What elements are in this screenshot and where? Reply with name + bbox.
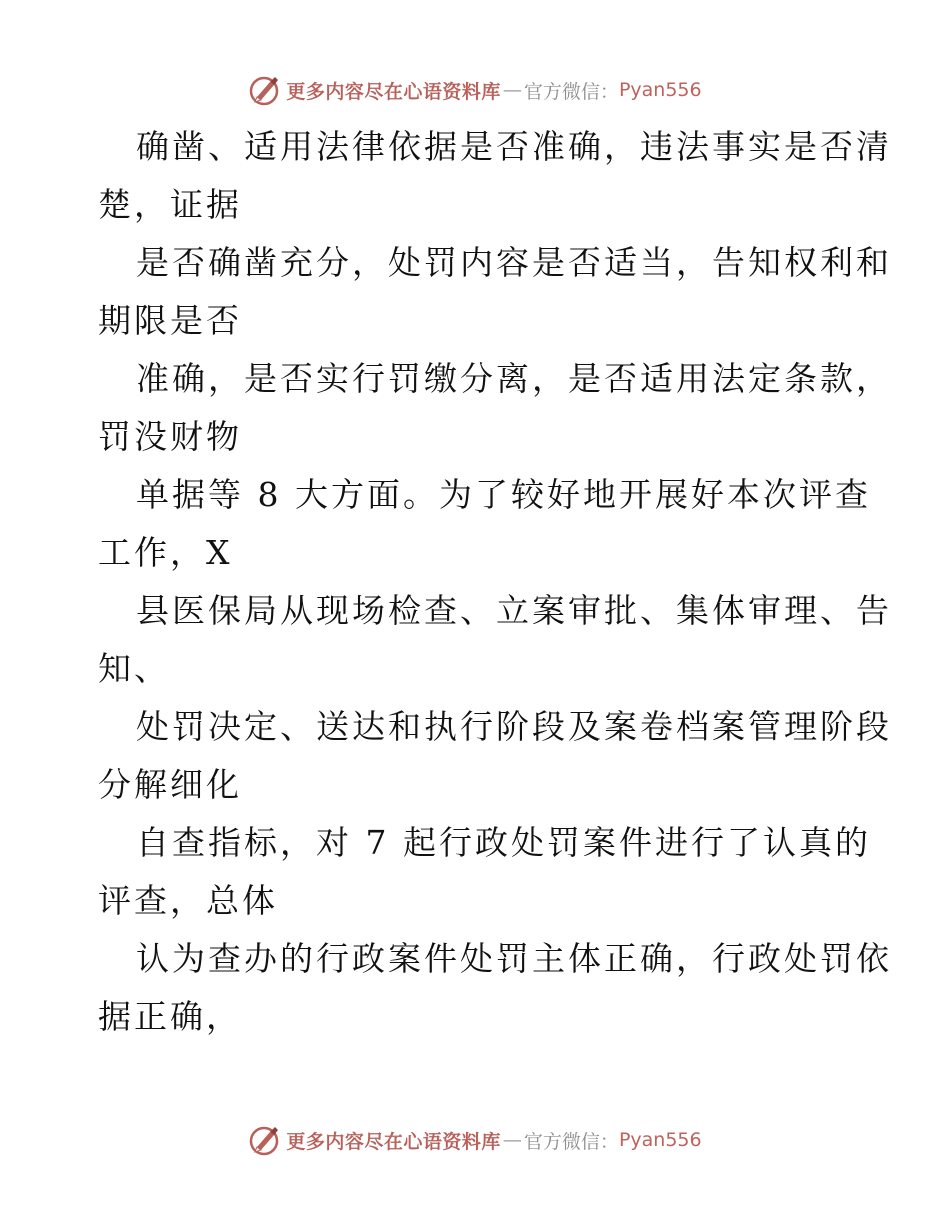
text-line: 认为查办的行政案件处罚主体正确，行政处罚依 [136,939,892,978]
footer-wechat-id: Pyan556 [618,1129,702,1151]
text-line: 确凿、适用法律依据是否准确，违法事实是否清 [136,127,892,166]
text-line: 工作，X [98,533,233,572]
text-line: 是否确凿充分，处罚内容是否适当，告知权利和 [136,243,892,282]
footer-title: 更多内容尽在心语资料库 [286,1130,501,1153]
text-line: 罚没财物 [98,417,242,456]
text-line: 期限是否 [98,301,242,340]
text-line: 分解细化 [98,765,242,804]
text-line: 处罚决定、送达和执行阶段及案卷档案管理阶段 [136,707,892,746]
header-title: 更多内容尽在心语资料库 [286,80,501,103]
text-line: 自查指标，对 7 起行政处罚案件进行了认真的 [136,823,871,862]
pen-logo-icon [248,1123,282,1157]
header-wechat-id: Pyan556 [618,79,702,101]
header-banner [0,70,950,110]
text-line: 准确，是否实行罚缴分离，是否适用法定条款， [136,359,892,398]
text-line: 评查，总体 [98,881,278,920]
text-line: 知、 [98,649,170,688]
pen-logo-icon [248,73,282,107]
text-line: 楚，证据 [98,185,242,224]
text-line: 县医保局从现场检查、立案审批、集体审理、告 [136,591,892,630]
text-line: 据正确， [98,997,242,1036]
footer-separator: — [502,1129,522,1151]
header-separator: — [502,79,522,101]
footer-banner [0,1120,950,1160]
body-text [98,118,892,1046]
header-wechat-label: 官方微信： [523,80,619,103]
text-line: 单据等 8 大方面。为了较好地开展好本次评查 [136,475,871,514]
footer-wechat-label: 官方微信： [523,1130,619,1153]
